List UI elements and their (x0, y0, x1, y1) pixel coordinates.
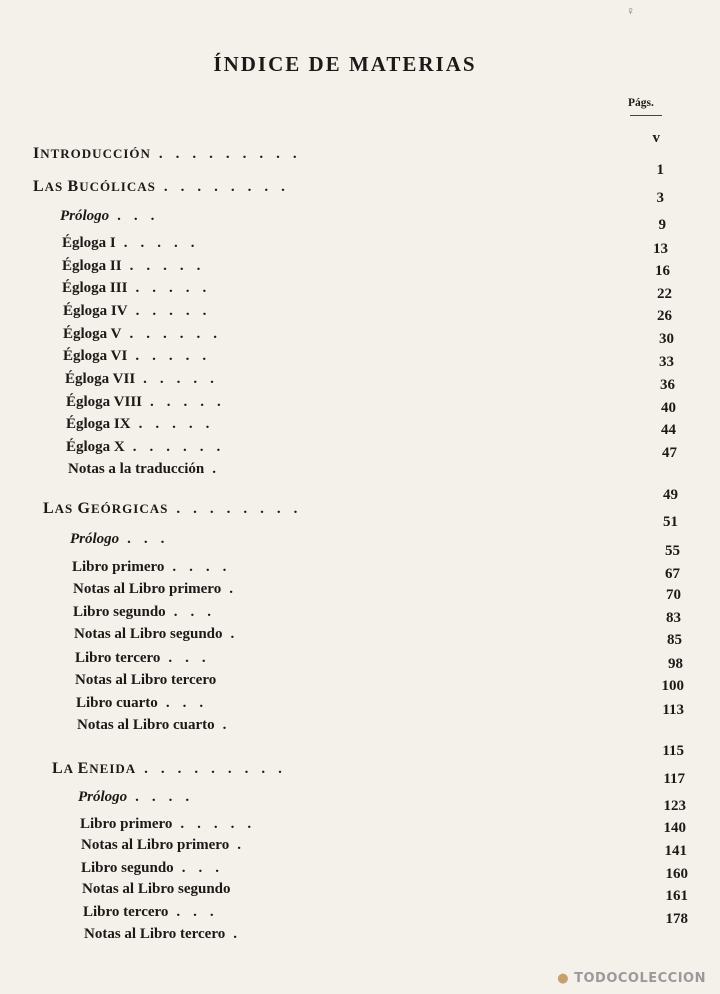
leader-dots: ..... (123, 234, 208, 251)
page-number: 141 (664, 843, 687, 859)
toc-entry-label: Notas al Libro tercero (84, 925, 226, 942)
leader-dots: ......... (144, 760, 295, 777)
page-number: 49 (663, 487, 678, 503)
toc-entry (82, 880, 239, 902)
leader-dots: ... (168, 649, 219, 666)
page-number: 83 (666, 610, 681, 626)
toc-entry (72, 558, 239, 580)
toc-entry (81, 836, 254, 858)
watermark-text: TODOCOLECCION (574, 971, 706, 986)
toc-entry-label: LA ENEIDA (52, 760, 137, 778)
leader-dots: ........ (163, 178, 298, 195)
page-number: 178 (665, 911, 688, 927)
toc-entry-label: Égloga III (62, 279, 128, 296)
leader-dots: ..... (135, 279, 220, 296)
leader-dots: ... (173, 603, 224, 620)
toc-entry (63, 347, 219, 369)
toc-entry (62, 234, 208, 256)
page-number: 115 (662, 743, 684, 759)
toc-entry (66, 438, 233, 460)
toc-entry-label: Égloga IX (66, 415, 131, 432)
page-number: 117 (663, 771, 685, 787)
leader-dots: . (237, 836, 254, 853)
page-number: 16 (655, 263, 670, 279)
toc-entry (75, 649, 219, 671)
page-title: ÍNDICE DE MATERIAS (213, 52, 477, 76)
page-number: 13 (653, 241, 668, 257)
toc-entry (76, 694, 216, 716)
page-number: 123 (663, 798, 686, 814)
leader-dots: . (222, 716, 240, 733)
toc-entry (65, 370, 227, 392)
leader-dots: ......... (158, 145, 310, 162)
toc-entry-label: Notas al Libro cuarto (77, 716, 215, 733)
page-number: 26 (657, 308, 672, 324)
leader-dots: ... (181, 859, 232, 876)
toc-entry-label: Prólogo (70, 530, 120, 547)
pages-column-label: Págs. (628, 97, 654, 109)
toc-entry (83, 903, 227, 925)
page-number: 22 (657, 286, 672, 302)
leader-dots: ..... (180, 815, 265, 832)
watermark-dot-icon: ● (557, 971, 570, 986)
toc-entry-label: Libro cuarto (76, 694, 158, 711)
page-number: 3 (656, 190, 664, 206)
toc-entry (63, 325, 230, 347)
toc-entry-label: Libro segundo (73, 603, 166, 620)
watermark-logo (557, 971, 706, 986)
page-number: 40 (661, 400, 676, 416)
page-number: 160 (665, 866, 688, 882)
toc-entry-label: Égloga II (62, 257, 122, 274)
page-number: 100 (661, 678, 684, 694)
toc-entry-label: Égloga X (66, 438, 125, 455)
toc-entry (78, 788, 202, 810)
toc-entry-label: Notas al Libro primero (81, 836, 230, 853)
page-number: 33 (659, 354, 674, 370)
toc-entry-label: Égloga VIII (66, 393, 142, 410)
leader-dots: ..... (150, 393, 234, 410)
toc-entry (81, 859, 232, 881)
leader-dots: ... (165, 694, 217, 711)
toc-entry (66, 393, 234, 415)
toc-entry-label: LAS GEÓRGICAS (43, 500, 169, 518)
pages-column-rule (630, 115, 662, 116)
toc-entry (33, 145, 310, 167)
toc-entry (43, 500, 310, 522)
toc-entry (77, 716, 239, 738)
leader-dots: . (229, 580, 246, 597)
leader-dots: ...... (132, 438, 234, 455)
page-number: v (652, 130, 660, 146)
toc-entry-label: Notas al Libro primero (73, 580, 222, 597)
toc-entry-label: Libro primero (72, 558, 165, 575)
page-number: 9 (658, 217, 666, 233)
toc-entry (84, 925, 250, 947)
leader-dots: ..... (138, 415, 223, 432)
toc-entry-label: Égloga V (63, 325, 122, 342)
toc-entry-label: Égloga VII (65, 370, 136, 387)
toc-entry-label: Notas al Libro tercero (75, 671, 217, 688)
leader-dots: . (212, 460, 229, 477)
toc-entry (73, 603, 224, 625)
toc-entry-label: Égloga VI (63, 347, 128, 364)
toc-entry-label: INTRODUCCIÓN (33, 145, 151, 163)
leader-dots: . (230, 625, 248, 642)
leader-dots: .... (135, 788, 203, 805)
toc-entry (68, 460, 229, 482)
leader-dots: ..... (129, 257, 214, 274)
page-number: 85 (667, 632, 682, 648)
page-number: 140 (663, 820, 686, 836)
toc-entry-label: Libro tercero (75, 649, 161, 666)
toc-entry (75, 671, 224, 693)
toc-entry-label: Égloga I (62, 234, 116, 251)
leader-dots: ........ (176, 500, 311, 517)
toc-entry-label: Libro segundo (81, 859, 174, 876)
page-number: 161 (665, 888, 688, 904)
toc-entry (66, 415, 222, 437)
leader-dots: .... (172, 558, 240, 575)
page-number: 51 (663, 514, 678, 530)
toc-entry (33, 178, 298, 200)
page-number: 113 (662, 702, 684, 718)
leader-dots: ... (127, 530, 178, 547)
page-number: 1 (656, 162, 664, 178)
leader-dots: . (233, 925, 250, 942)
toc-entry (73, 580, 246, 602)
page-number: 55 (665, 543, 680, 559)
page-number: 98 (668, 656, 683, 672)
toc-entry-label: Notas al Libro segundo (82, 880, 231, 897)
toc-entry (63, 302, 219, 324)
toc-entry (60, 207, 167, 229)
leader-dots: ... (176, 903, 227, 920)
page-number: 44 (661, 422, 676, 438)
toc-entry-label: LAS BUCÓLICAS (33, 178, 156, 196)
corner-mark: ♀ (626, 4, 635, 18)
page-number: 30 (659, 331, 674, 347)
toc-entry (74, 625, 247, 647)
toc-entry-label: Égloga IV (63, 302, 128, 319)
toc-entry-label: Notas a la traducción (68, 460, 205, 477)
toc-entry-label: Notas al Libro segundo (74, 625, 223, 642)
toc-entry (62, 257, 213, 279)
toc-entry-label: Libro tercero (83, 903, 169, 920)
toc-entry-label: Libro primero (80, 815, 173, 832)
leader-dots: ..... (135, 302, 220, 319)
page-number: 67 (665, 566, 680, 582)
toc-entry (62, 279, 219, 301)
toc-entry-label: Prólogo (78, 788, 128, 805)
leader-dots: ..... (135, 347, 220, 364)
page-number: 36 (660, 377, 675, 393)
leader-dots: ...... (129, 325, 230, 342)
leader-dots: ..... (143, 370, 227, 387)
toc-entry (70, 530, 177, 552)
leader-dots: ... (117, 207, 168, 224)
toc-entry (52, 760, 295, 782)
page-number: 47 (662, 445, 677, 461)
toc-entry (80, 815, 264, 837)
page-number: 70 (666, 587, 681, 603)
toc-entry-label: Prólogo (60, 207, 110, 224)
